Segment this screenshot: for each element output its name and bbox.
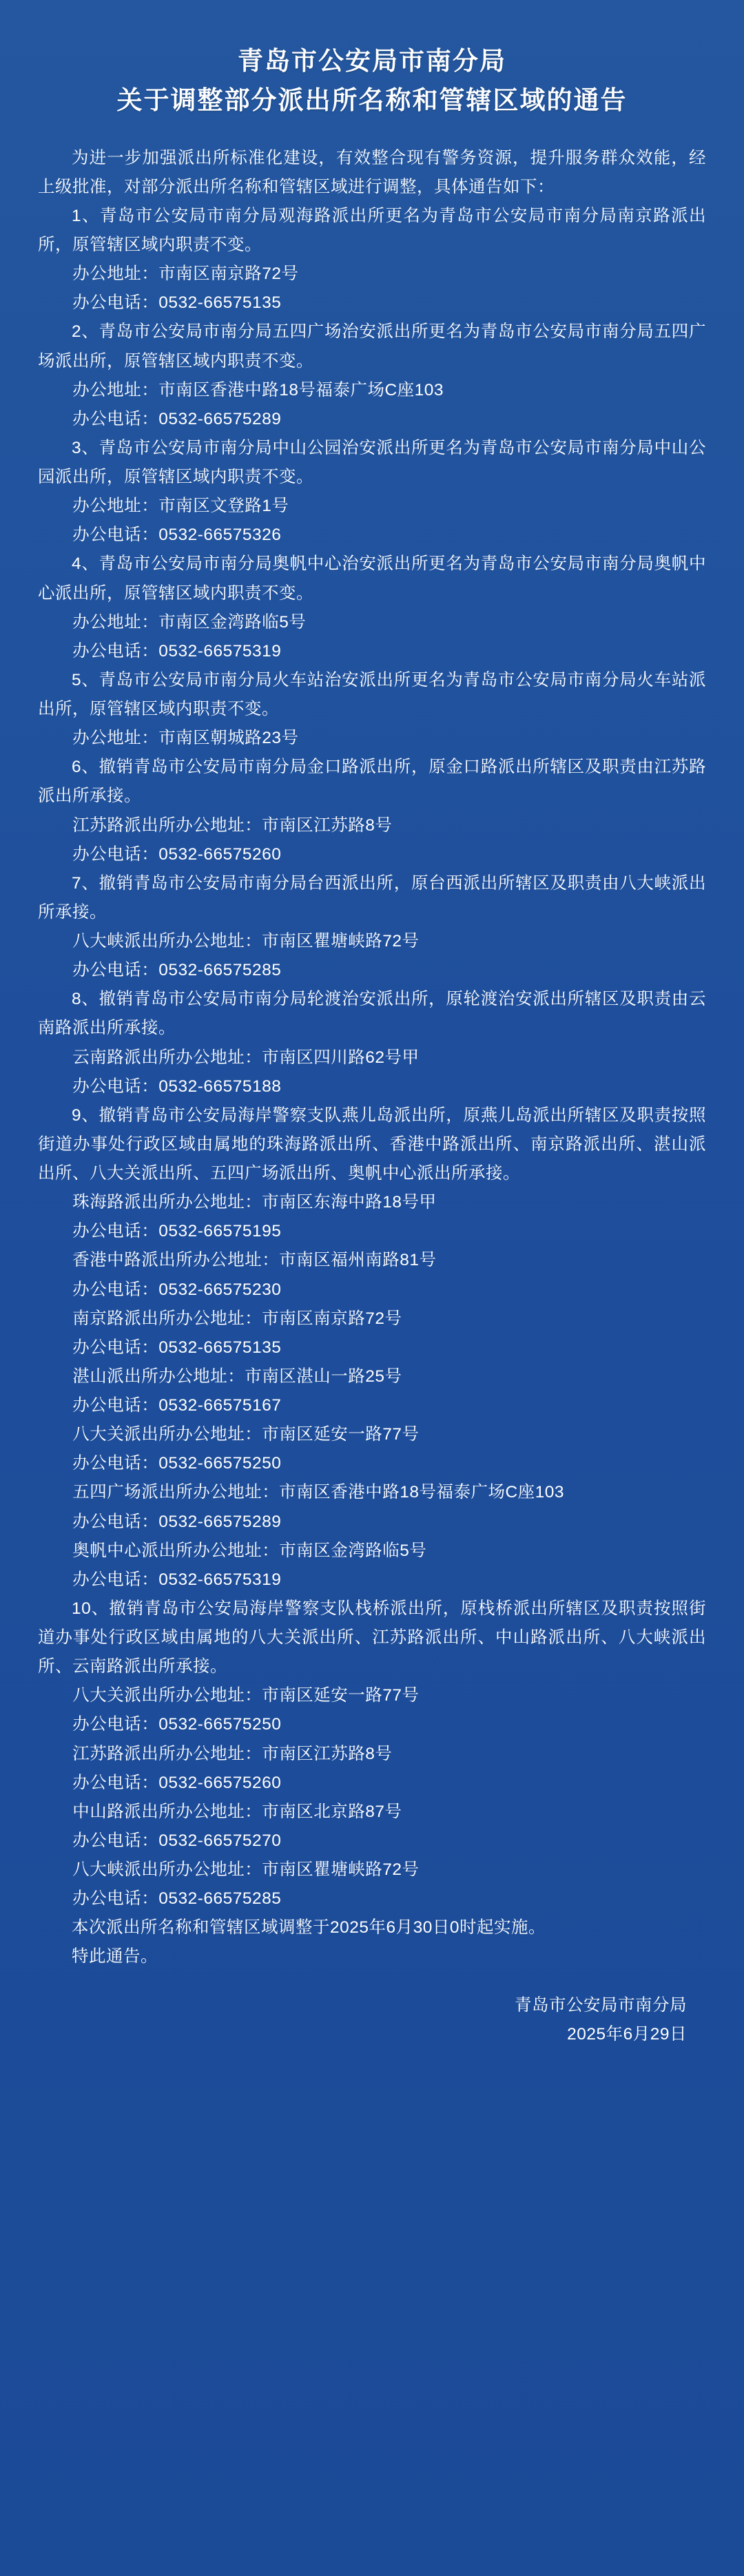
notice-detail-line: 办公电话：0532-66575195 <box>72 1222 282 1241</box>
notice-detail-line: 江苏路派出所办公地址：市南区江苏路8号 <box>72 1744 393 1763</box>
notice-detail-line: 办公电话：0532-66575289 <box>72 1512 282 1531</box>
notice-detail-line: 办公电话：0532-66575135 <box>72 1338 282 1357</box>
notice-detail-line: 办公地址：市南区南京路72号 <box>72 264 299 284</box>
notice-paragraph: 6、撤销青岛市公安局市南分局金口路派出所，原金口路派出所辖区及职责由江苏路派出所承接。 <box>38 758 706 806</box>
notice-detail-line: 中山路派出所办公地址：市南区北京路87号 <box>72 1802 402 1821</box>
notice-paragraph: 2、青岛市公安局市南分局五四广场治安派出所更名为青岛市公安局市南分局五四广场派出所，原管辖区域内职责不变。 <box>38 322 706 371</box>
notice-detail-line: 办公电话：0532-66575250 <box>72 1715 282 1734</box>
notice-detail-line: 办公电话：0532-66575135 <box>72 293 282 313</box>
notice-detail-line: 湛山派出所办公地址：市南区湛山一路25号 <box>72 1367 402 1386</box>
notice-detail-line: 办公电话：0532-66575326 <box>72 526 282 545</box>
notice-detail-line: 办公地址：市南区香港中路18号福泰广场C座103 <box>72 380 444 399</box>
notice-detail-line: 江苏路派出所办公地址：市南区江苏路8号 <box>72 816 393 835</box>
notice-detail-line: 办公电话：0532-66575250 <box>72 1454 282 1473</box>
notice-paragraph: 9、撤销青岛市公安局海岸警察支队燕儿岛派出所，原燕儿岛派出所辖区及职责按照街道办事处行政区域由属地的珠海路派出所、香港中路派出所、南京路派出所、湛山派出所、八大关派出所、五四广场派出所、奥帆中心派出所承接。 <box>38 1105 706 1183</box>
notice-detail-line: 办公电话：0532-66575319 <box>72 1570 282 1589</box>
notice-detail-line: 香港中路派出所办公地址：市南区福州南路81号 <box>72 1251 437 1270</box>
title-line-1: 青岛市公安局市南分局 <box>238 47 506 75</box>
notice-detail-line: 办公电话：0532-66575260 <box>72 844 282 864</box>
signature-block <box>38 1991 706 2050</box>
notice-paragraph: 特此通告。 <box>72 1947 158 1966</box>
notice-detail-line: 八大峡派出所办公地址：市南区瞿塘峡路72号 <box>72 1860 420 1880</box>
notice-detail-line: 办公地址：市南区朝城路23号 <box>72 729 299 748</box>
notice-paragraph: 为进一步加强派出所标准化建设，有效整合现有警务资源，提升服务群众效能，经上级批准，对部分派出所名称和管辖区域进行调整，具体通告如下： <box>38 148 706 196</box>
notice-detail-line: 办公电话：0532-66575289 <box>72 409 282 428</box>
notice-detail-line: 办公电话：0532-66575188 <box>72 1077 282 1096</box>
notice-detail-line: 办公电话：0532-66575285 <box>72 961 282 980</box>
notice-detail-line: 办公电话：0532-66575260 <box>72 1773 282 1792</box>
notice-paragraph: 10、撤销青岛市公安局海岸警察支队栈桥派出所，原栈桥派出所辖区及职责按照街道办事处行政区域由属地的八大关派出所、江苏路派出所、中山路派出所、八大峡派出所、云南路派出所承接。 <box>38 1599 706 1676</box>
notice-detail-line: 八大关派出所办公地址：市南区延安一路77号 <box>72 1686 420 1705</box>
title-line-2: 关于调整部分派出所名称和管辖区域的通告 <box>116 86 628 115</box>
page-title <box>38 41 706 121</box>
issue-date: 2025年6月29日 <box>567 2025 687 2044</box>
notice-paragraph: 1、青岛市公安局市南分局观海路派出所更名为青岛市公安局市南分局南京路派出所，原管辖区域内职责不变。 <box>38 206 706 255</box>
notice-paragraph: 4、青岛市公安局市南分局奥帆中心治安派出所更名为青岛市公安局市南分局奥帆中心派出所，原管辖区域内职责不变。 <box>38 554 706 603</box>
notice-detail-line: 奥帆中心派出所办公地址：市南区金湾路临5号 <box>72 1541 427 1560</box>
notice-body <box>38 144 706 1972</box>
notice-detail-line: 八大关派出所办公地址：市南区延安一路77号 <box>72 1425 420 1444</box>
notice-paragraph: 7、撤销青岛市公安局市南分局台西派出所，原台西派出所辖区及职责由八大峡派出所承接。 <box>38 873 706 922</box>
notice-detail-line: 云南路派出所办公地址：市南区四川路62号甲 <box>72 1048 420 1067</box>
notice-detail-line: 办公电话：0532-66575167 <box>72 1396 282 1415</box>
notice-detail-line: 办公电话：0532-66575319 <box>72 641 282 661</box>
notice-detail-line: 办公地址：市南区文登路1号 <box>72 497 289 516</box>
notice-paragraph: 5、青岛市公安局市南分局火车站治安派出所更名为青岛市公安局市南分局火车站派出所，原管辖区域内职责不变。 <box>38 670 706 719</box>
notice-detail-line: 办公电话：0532-66575285 <box>72 1889 282 1909</box>
notice-paragraph: 8、撤销青岛市公安局市南分局轮渡治安派出所，原轮渡治安派出所辖区及职责由云南路派出所承接。 <box>38 990 706 1038</box>
notice-detail-line: 南京路派出所办公地址：市南区南京路72号 <box>72 1309 402 1328</box>
notice-detail-line: 办公电话：0532-66575230 <box>72 1280 282 1299</box>
issuing-organization: 青岛市公安局市南分局 <box>515 1995 687 2015</box>
notice-detail-line: 珠海路派出所办公地址：市南区东海中路18号甲 <box>72 1193 437 1212</box>
notice-detail-line: 五四广场派出所办公地址：市南区香港中路18号福泰广场C座103 <box>72 1483 565 1502</box>
notice-paragraph: 本次派出所名称和管辖区域调整于2025年6月30日0时起实施。 <box>72 1918 546 1938</box>
notice-paragraph: 3、青岛市公安局市南分局中山公园治安派出所更名为青岛市公安局市南分局中山公园派出所，原管辖区域内职责不变。 <box>38 438 706 487</box>
notice-detail-line: 办公电话：0532-66575270 <box>72 1831 282 1850</box>
notice-detail-line: 办公地址：市南区金湾路临5号 <box>72 612 307 632</box>
notice-detail-line: 八大峡派出所办公地址：市南区瞿塘峡路72号 <box>72 932 420 951</box>
